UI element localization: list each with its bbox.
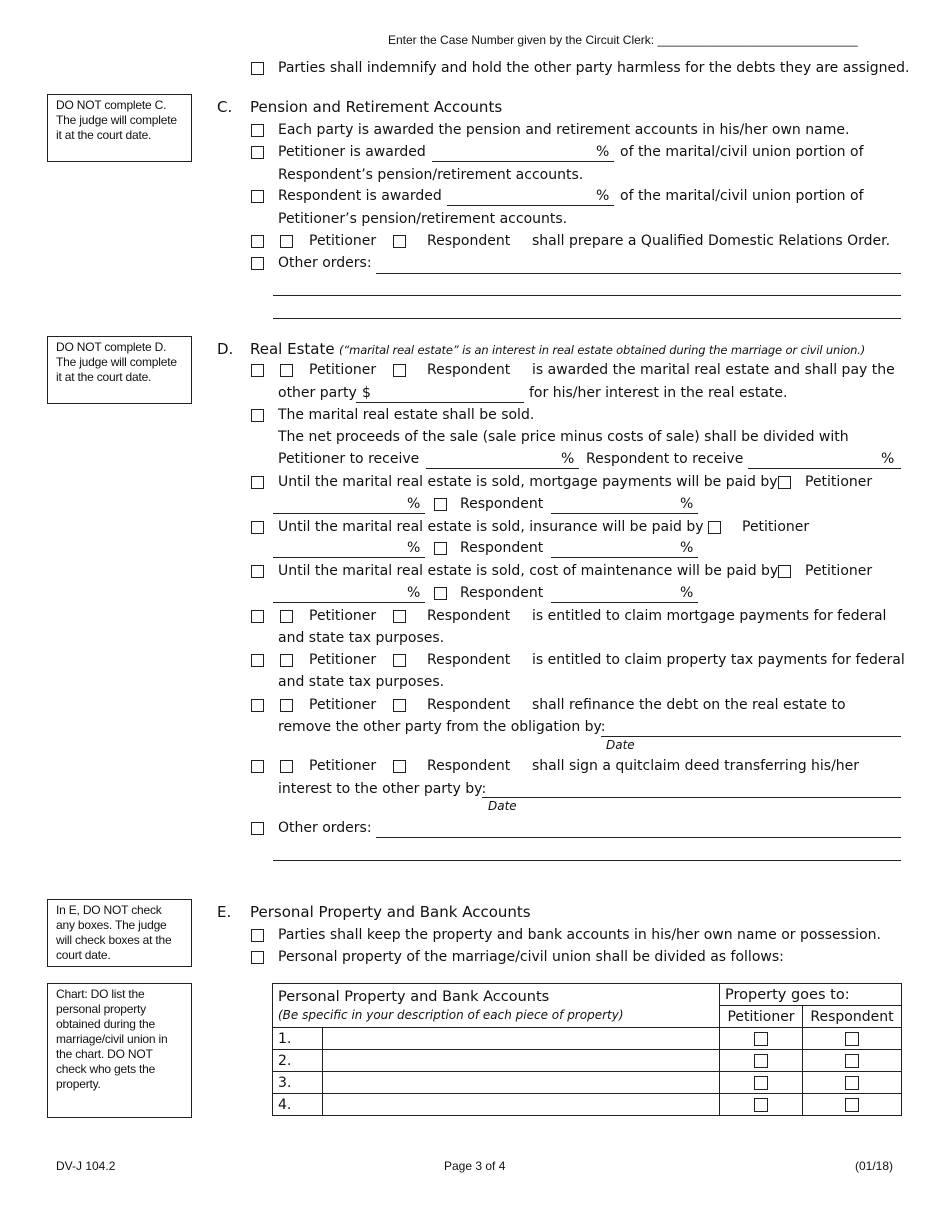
c-item4-respondent-checkbox[interactable]	[393, 235, 406, 248]
e-item2-text: Personal property of the marriage/civil union shall be divided as follows:	[278, 949, 784, 965]
row-number: 1.	[273, 1028, 323, 1050]
c-other-orders-checkbox[interactable]	[251, 257, 264, 270]
row-petitioner-checkbox[interactable]	[754, 1054, 768, 1068]
property-description-cell[interactable]	[322, 1050, 719, 1072]
c-other-orders-line-3[interactable]	[273, 318, 901, 319]
d-item6-text: is entitled to claim mortgage payments for federal	[532, 608, 887, 624]
note-chart: Chart: DO list the personal property obtained during the marriage/civil union in the chart. DO NOT check who gets the property.	[47, 983, 192, 1118]
d-item4-resp-percent-field[interactable]	[551, 557, 698, 558]
c-other-orders-line-2[interactable]	[273, 295, 901, 296]
c-item4-checkbox[interactable]	[251, 235, 264, 248]
c-item1-text: Each party is awarded the pension and retirement accounts in his/her own name.	[278, 122, 850, 138]
d-item7-text: is entitled to claim property tax payments for federal	[532, 652, 905, 668]
row-respondent-checkbox[interactable]	[845, 1076, 859, 1090]
petitioner-label: Petitioner	[309, 652, 377, 668]
d-item3-respondent-checkbox[interactable]	[434, 498, 447, 511]
d-item5-text: Until the marital real estate is sold, cost of maintenance will be paid by	[278, 563, 779, 579]
d-item6-petitioner-checkbox[interactable]	[280, 610, 293, 623]
d-other-orders-checkbox[interactable]	[251, 822, 264, 835]
d-item9-checkbox[interactable]	[251, 760, 264, 773]
table-row	[273, 1072, 902, 1094]
c-other-orders-label: Other orders:	[278, 255, 372, 271]
indemnify-checkbox[interactable]	[251, 62, 264, 75]
row-respondent-checkbox[interactable]	[845, 1098, 859, 1112]
d-item1-amount-field[interactable]	[356, 402, 524, 403]
d-item9-date-field[interactable]	[482, 797, 901, 798]
c-item2-percent-field[interactable]	[432, 161, 614, 162]
d-other-orders-line-2[interactable]	[273, 860, 901, 861]
d-item2-pet-label: Petitioner to receive	[278, 451, 420, 467]
petitioner-label: Petitioner	[742, 519, 810, 535]
row-respondent-checkbox[interactable]	[845, 1032, 859, 1046]
d-item3-petitioner-checkbox[interactable]	[778, 476, 791, 489]
section-e-letter: E.	[217, 903, 232, 921]
percent-sign: %	[680, 496, 694, 512]
d-item2-text-cont: The net proceeds of the sale (sale price minus costs of sale) shall be divided with	[278, 429, 849, 445]
page-number: Page 3 of 4	[444, 1159, 506, 1173]
d-item2-pet-percent-field[interactable]	[426, 468, 579, 469]
d-item1-respondent-checkbox[interactable]	[393, 364, 406, 377]
petitioner-cell	[720, 1094, 803, 1116]
property-description-cell[interactable]	[322, 1094, 719, 1116]
d-item6-respondent-checkbox[interactable]	[393, 610, 406, 623]
section-c-title: Pension and Retirement Accounts	[250, 98, 503, 116]
d-other-orders-line-1[interactable]	[376, 837, 901, 838]
c-item2-label: Petitioner is awarded	[278, 144, 426, 160]
table-note: (Be specific in your description of each piece of property)	[278, 1008, 624, 1022]
d-item8-respondent-checkbox[interactable]	[393, 699, 406, 712]
d-item7-petitioner-checkbox[interactable]	[280, 654, 293, 667]
col-petitioner-header: Petitioner	[720, 1006, 803, 1028]
respondent-cell	[803, 1028, 902, 1050]
date-caption: Date	[606, 738, 635, 752]
respondent-label: Respondent	[427, 652, 511, 668]
d-item9-text: shall sign a quitclaim deed transferring his/her	[532, 758, 860, 774]
table-title: Personal Property and Bank Accounts	[278, 989, 550, 1005]
e-item1-text: Parties shall keep the property and bank accounts in his/her own name or possession.	[278, 927, 882, 943]
d-item2-resp-label: Respondent to receive	[586, 451, 744, 467]
d-item4-pet-percent-field[interactable]	[273, 557, 425, 558]
table-row	[273, 1050, 902, 1072]
d-item2-text: The marital real estate shall be sold.	[278, 407, 535, 423]
d-item4-checkbox[interactable]	[251, 521, 264, 534]
petitioner-cell	[720, 1072, 803, 1094]
c-item4-petitioner-checkbox[interactable]	[280, 235, 293, 248]
respondent-label: Respondent	[427, 362, 511, 378]
d-item7-text-cont: and state tax purposes.	[278, 674, 445, 690]
d-item1-other-party: other party	[278, 385, 357, 401]
d-item1-text: is awarded the marital real estate and shall pay the	[532, 362, 895, 378]
property-description-cell[interactable]	[322, 1072, 719, 1094]
d-item8-date-field[interactable]	[601, 736, 901, 737]
petitioner-cell	[720, 1028, 803, 1050]
petitioner-label: Petitioner	[309, 233, 377, 249]
d-item9-petitioner-checkbox[interactable]	[280, 760, 293, 773]
percent-sign: %	[561, 451, 575, 467]
property-description-cell[interactable]	[322, 1028, 719, 1050]
property-goes-to-header: Property goes to:	[720, 984, 902, 1006]
respondent-label: Respondent	[460, 540, 544, 556]
petitioner-label: Petitioner	[309, 608, 377, 624]
d-item6-text-cont: and state tax purposes.	[278, 630, 445, 646]
d-item8-petitioner-checkbox[interactable]	[280, 699, 293, 712]
petitioner-label: Petitioner	[805, 474, 873, 490]
respondent-cell	[803, 1050, 902, 1072]
note-section-c: DO NOT complete C. The judge will complete it at the court date.	[47, 94, 192, 162]
c-item3-text: of the marital/civil union portion of	[620, 188, 864, 204]
property-table	[272, 983, 902, 1116]
section-d-title: Real Estate	[250, 340, 335, 358]
c-item3-checkbox[interactable]	[251, 190, 264, 203]
section-d-subtitle: (“marital real estate” is an interest in real estate obtained during the marriage or civil union.)	[339, 343, 866, 357]
d-item5-respondent-checkbox[interactable]	[434, 587, 447, 600]
c-item2-checkbox[interactable]	[251, 146, 264, 159]
respondent-label: Respondent	[427, 608, 511, 624]
petitioner-cell	[720, 1050, 803, 1072]
d-item2-checkbox[interactable]	[251, 409, 264, 422]
note-section-d: DO NOT complete D. The judge will complete it at the court date.	[47, 336, 192, 404]
e-item1-checkbox[interactable]	[251, 929, 264, 942]
d-item3-resp-percent-field[interactable]	[551, 513, 698, 514]
note-section-e: In E, DO NOT check any boxes. The judge will check boxes at the court date.	[47, 899, 192, 967]
respondent-label: Respondent	[427, 697, 511, 713]
table-header-title	[273, 984, 720, 1028]
respondent-label: Respondent	[460, 496, 544, 512]
c-item3-text-cont: Petitioner’s pension/retirement accounts.	[278, 211, 568, 227]
d-item5-petitioner-checkbox[interactable]	[778, 565, 791, 578]
d-item6-checkbox[interactable]	[251, 610, 264, 623]
case-number-label: Enter the Case Number given by the Circuit Clerk: ______________________________	[388, 33, 858, 47]
date-caption: Date	[488, 799, 517, 813]
d-item5-checkbox[interactable]	[251, 565, 264, 578]
c-item3-percent-field[interactable]	[447, 205, 614, 206]
indemnify-text: Parties shall indemnify and hold the other party harmless for the debts they are assigned.	[278, 60, 910, 76]
respondent-label: Respondent	[427, 758, 511, 774]
row-respondent-checkbox[interactable]	[845, 1054, 859, 1068]
d-item7-checkbox[interactable]	[251, 654, 264, 667]
form-version: (01/18)	[855, 1159, 894, 1173]
table-row	[273, 1028, 902, 1050]
c-item2-text: of the marital/civil union portion of	[620, 144, 864, 160]
section-d-letter: D.	[217, 340, 234, 358]
c-item1-checkbox[interactable]	[251, 124, 264, 137]
dollar-sign: $	[362, 385, 371, 401]
d-item1-petitioner-checkbox[interactable]	[280, 364, 293, 377]
d-other-orders-label: Other orders:	[278, 820, 372, 836]
petitioner-label: Petitioner	[805, 563, 873, 579]
table-header-row	[273, 984, 902, 1006]
row-number: 4.	[273, 1094, 323, 1116]
d-item4-text: Until the marital real estate is sold, insurance will be paid by	[278, 519, 704, 535]
percent-sign: %	[881, 451, 895, 467]
section-c-letter: C.	[217, 98, 233, 116]
c-item4-text: shall prepare a Qualified Domestic Relations Order.	[532, 233, 891, 249]
d-item8-text: shall refinance the debt on the real estate to	[532, 697, 846, 713]
section-e-title: Personal Property and Bank Accounts	[250, 903, 531, 921]
respondent-label: Respondent	[427, 233, 511, 249]
row-number: 3.	[273, 1072, 323, 1094]
percent-sign: %	[680, 540, 694, 556]
d-item7-respondent-checkbox[interactable]	[393, 654, 406, 667]
row-petitioner-checkbox[interactable]	[754, 1032, 768, 1046]
d-item3-text: Until the marital real estate is sold, mortgage payments will be paid by	[278, 474, 778, 490]
d-item2-resp-percent-field[interactable]	[748, 468, 901, 469]
percent-sign: %	[407, 496, 421, 512]
c-other-orders-line-1[interactable]	[376, 273, 901, 274]
d-item9-text-cont: interest to the other party by:	[278, 781, 487, 797]
row-number: 2.	[273, 1050, 323, 1072]
d-item1-checkbox[interactable]	[251, 364, 264, 377]
d-item5-resp-percent-field[interactable]	[551, 602, 698, 603]
d-item3-checkbox[interactable]	[251, 476, 264, 489]
d-item4-respondent-checkbox[interactable]	[434, 542, 447, 555]
d-item8-text-cont: remove the other party from the obligation by:	[278, 719, 606, 735]
respondent-cell	[803, 1072, 902, 1094]
row-petitioner-checkbox[interactable]	[754, 1076, 768, 1090]
col-respondent-header: Respondent	[803, 1006, 902, 1028]
petitioner-label: Petitioner	[309, 362, 377, 378]
percent-sign: %	[596, 144, 610, 160]
percent-sign: %	[596, 188, 610, 204]
c-item2-text-cont: Respondent’s pension/retirement accounts.	[278, 167, 584, 183]
d-item5-pet-percent-field[interactable]	[273, 602, 425, 603]
d-item3-pet-percent-field[interactable]	[273, 513, 425, 514]
d-item8-checkbox[interactable]	[251, 699, 264, 712]
d-item9-respondent-checkbox[interactable]	[393, 760, 406, 773]
e-item2-checkbox[interactable]	[251, 951, 264, 964]
row-petitioner-checkbox[interactable]	[754, 1098, 768, 1112]
d-item4-petitioner-checkbox[interactable]	[708, 521, 721, 534]
respondent-cell	[803, 1094, 902, 1116]
c-item3-label: Respondent is awarded	[278, 188, 442, 204]
petitioner-label: Petitioner	[309, 758, 377, 774]
percent-sign: %	[680, 585, 694, 601]
form-id: DV-J 104.2	[56, 1159, 116, 1173]
respondent-label: Respondent	[460, 585, 544, 601]
table-row	[273, 1094, 902, 1116]
petitioner-label: Petitioner	[309, 697, 377, 713]
d-item1-text-cont: for his/her interest in the real estate.	[529, 385, 788, 401]
percent-sign: %	[407, 585, 421, 601]
percent-sign: %	[407, 540, 421, 556]
